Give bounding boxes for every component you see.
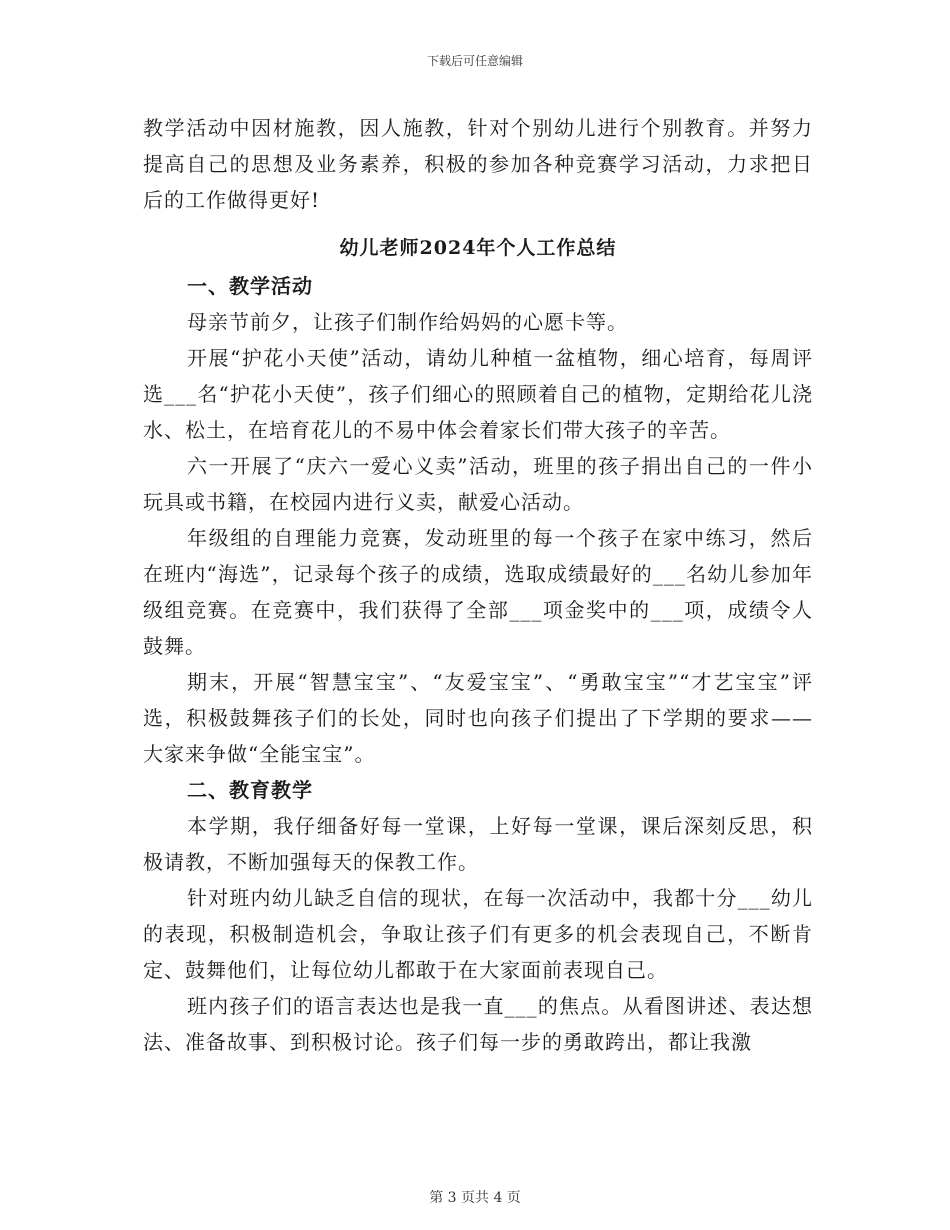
paragraph-flower-angel: 开展“护花小天使”活动，请幼儿种植一盆植物，细心培育，每周评选___名“护花小天使”，孩子们细心的照顾着自己的植物，定期给花儿浇水、松土，在培育花儿的不易中体会着家长们带大孩子的辛苦。: [143, 346, 813, 442]
section-heading-education: 二、教育教学: [187, 778, 313, 802]
paragraph-confidence: 针对班内幼儿缺乏自信的现状，在每一次活动中，我都十分___幼儿的表现，积极制造机会，争取让孩子们有更多的机会表现自己，不断肯定、鼓舞他们，让每位幼儿都敢于在大家面前表现自己。: [143, 886, 813, 982]
page-header: 下载后可任意编辑: [426, 54, 523, 68]
page-footer: 第 3 页共 4 页: [429, 1190, 521, 1206]
paragraph-term-end-awards: 期末，开展“智慧宝宝”、“友爱宝宝”、“勇敢宝宝”“才艺宝宝”评选，积极鼓舞孩子们的长处，同时也向孩子们提出了下学期的要求——大家来争做“全能宝宝”。: [143, 670, 813, 766]
document-body: [143, 110, 813, 1060]
paragraph-continued: 教学活动中因材施教，因人施教，针对个别幼儿进行个别教育。并努力提高自己的思想及业务素养，积极的参加各种竞赛学习活动，力求把日后的工作做得更好!: [143, 116, 813, 212]
paragraph-language-expression: 班内孩子们的语言表达也是我一直___的焦点。从看图讲述、表达想法、准备故事、到积极讨论。孩子们每一步的勇敢跨出，都让我激: [143, 994, 813, 1054]
paragraph-mothers-day: 母亲节前夕，让孩子们制作给妈妈的心愿卡等。: [187, 310, 628, 334]
paragraph-self-care-contest: 年级组的自理能力竞赛，发动班里的每一个孩子在家中练习，然后在班内“海选”，记录每个孩子的成绩，选取成绩最好的___名幼儿参加年级组竞赛。在竞赛中，我们获得了全部___项金奖中的___项，成绩令人鼓舞。: [143, 526, 813, 658]
paragraph-lesson-prep: 本学期，我仔细备好每一堂课，上好每一堂课，课后深刻反思，积极请教，不断加强每天的保教工作。: [143, 814, 813, 874]
document-title: 幼儿老师2024年个人工作总结: [339, 237, 617, 259]
section-heading-teaching-activities: 一、教学活动: [187, 274, 313, 298]
paragraph-charity-sale: 六一开展了“庆六一爱心义卖”活动，班里的孩子捐出自己的一件小玩具或书籍，在校园内进行义卖，献爱心活动。: [143, 454, 813, 514]
